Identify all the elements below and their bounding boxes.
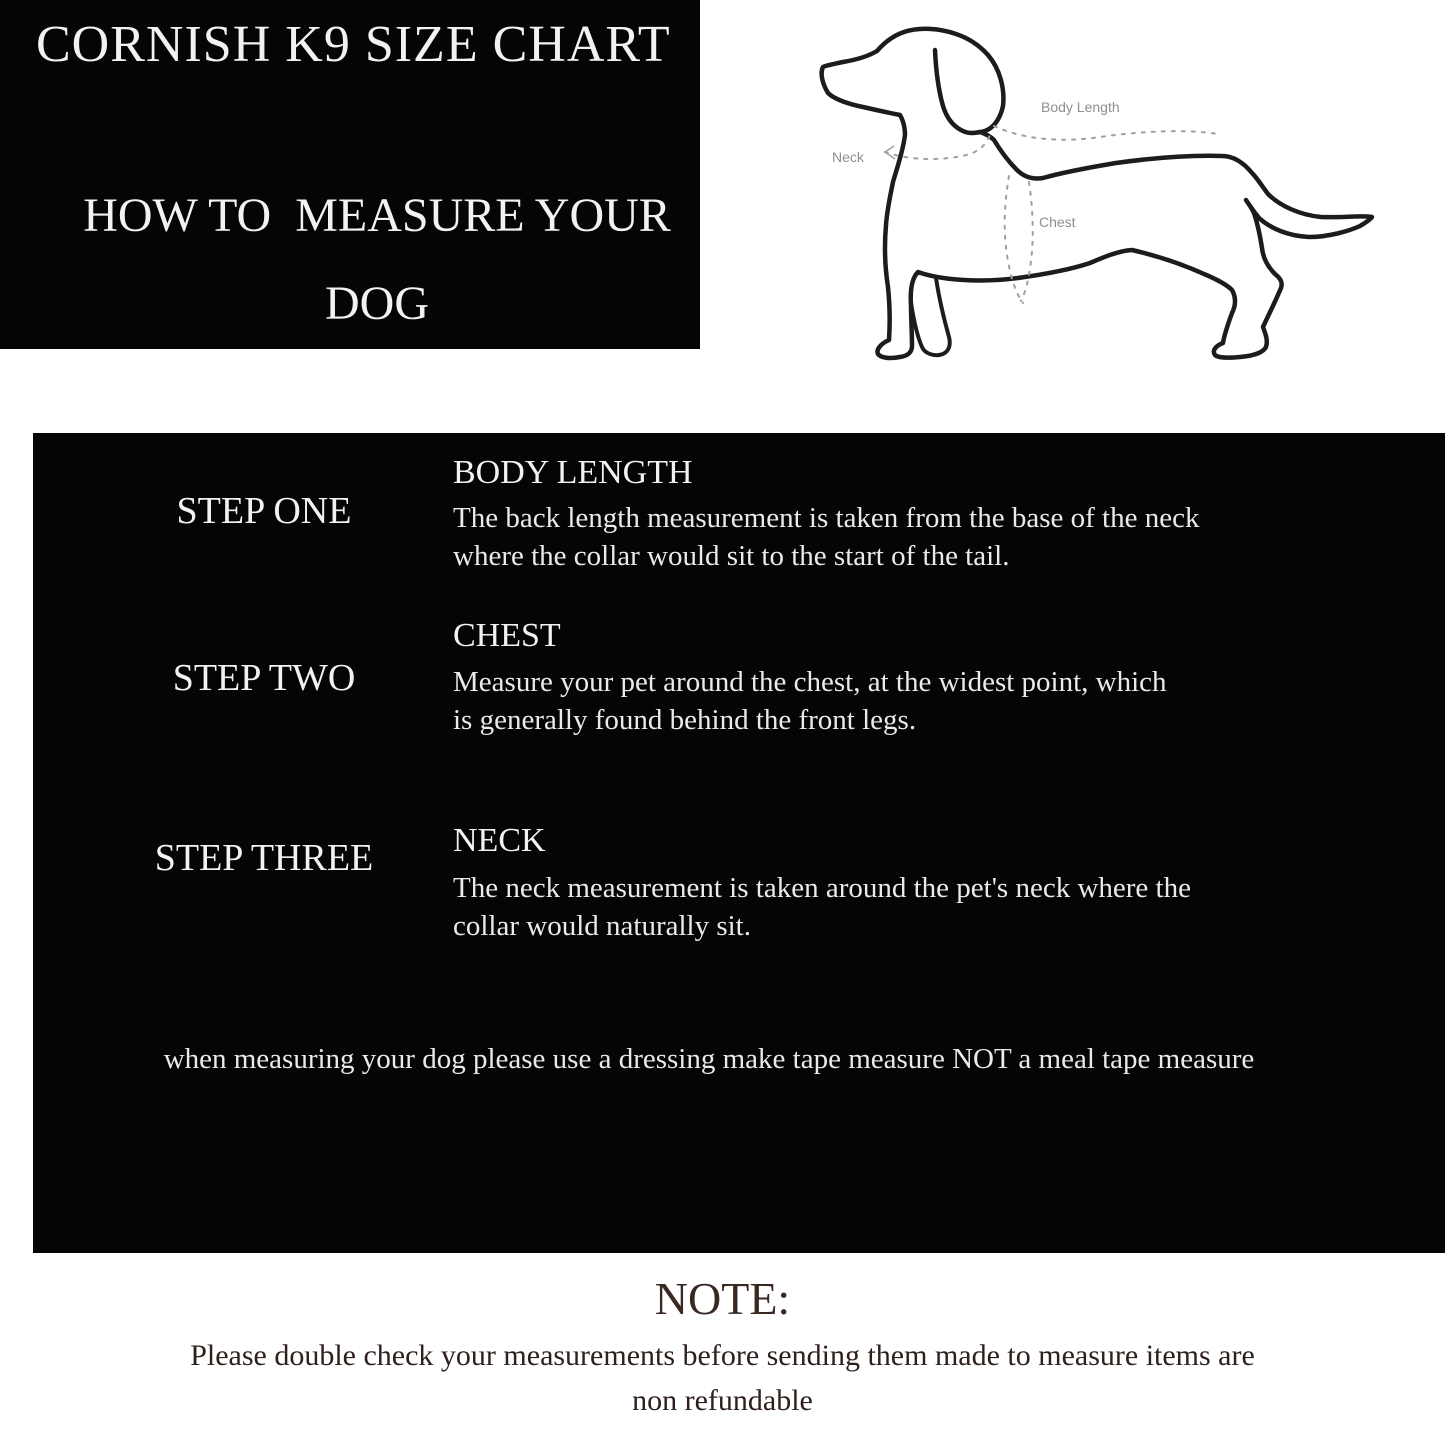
page-subtitle-line2: DOG bbox=[325, 277, 429, 330]
body-length-description-line1: The back length measurement is taken from the base of the neck bbox=[453, 502, 1200, 534]
dog-outline-drawing bbox=[760, 10, 1440, 390]
neck-label: Neck bbox=[832, 149, 864, 165]
neck-measure-arrowhead bbox=[885, 146, 895, 159]
body-length-description bbox=[453, 499, 1199, 575]
chest-description bbox=[453, 663, 1167, 739]
chest-measure-dashed-back bbox=[1021, 182, 1033, 301]
neck-heading: NECK bbox=[453, 822, 546, 859]
dog-measurement-diagram bbox=[760, 10, 1440, 390]
chest-label: Chest bbox=[1039, 214, 1076, 230]
note-text bbox=[0, 1333, 1445, 1423]
note-text-line2: non refundable bbox=[632, 1384, 813, 1417]
neck-description-line2: collar would naturally sit. bbox=[453, 910, 751, 942]
chest-heading: CHEST bbox=[453, 617, 561, 654]
dog-ear-inner-line bbox=[935, 50, 980, 133]
chest-measure-dashed-front bbox=[1005, 176, 1023, 303]
neck-description bbox=[453, 869, 1191, 945]
body-length-description-line2: where the collar would sit to the start of the tail. bbox=[453, 540, 1010, 572]
note-text-line1: Please double check your measurements before sending them made to measure items are bbox=[190, 1339, 1255, 1372]
page-subtitle-line1: HOW TO MEASURE YOUR bbox=[83, 189, 671, 242]
dog-far-front-leg bbox=[911, 278, 950, 355]
step-one-label: STEP ONE bbox=[176, 490, 352, 532]
measuring-steps-panel bbox=[33, 433, 1445, 1253]
note-heading: NOTE: bbox=[654, 1273, 791, 1324]
header-panel bbox=[0, 0, 700, 349]
step-two-label: STEP TWO bbox=[172, 657, 356, 699]
page-title: CORNISH K9 SIZE CHART bbox=[36, 16, 671, 73]
tape-measure-note: when measuring your dog please use a dressing make tape measure NOT a meal tape measure bbox=[163, 1043, 1255, 1075]
step-three-label: STEP THREE bbox=[154, 837, 374, 879]
neck-description-line1: The neck measurement is taken around the pet's neck where the bbox=[453, 872, 1191, 904]
chest-description-line1: Measure your pet around the chest, at the widest point, which bbox=[453, 666, 1167, 698]
body-length-dashed-line bbox=[994, 126, 1218, 140]
chest-description-line2: is generally found behind the front legs. bbox=[453, 704, 917, 736]
dog-body-outline bbox=[822, 29, 1372, 358]
body-length-label: Body Length bbox=[1041, 99, 1120, 115]
body-length-heading: BODY LENGTH bbox=[453, 454, 693, 491]
